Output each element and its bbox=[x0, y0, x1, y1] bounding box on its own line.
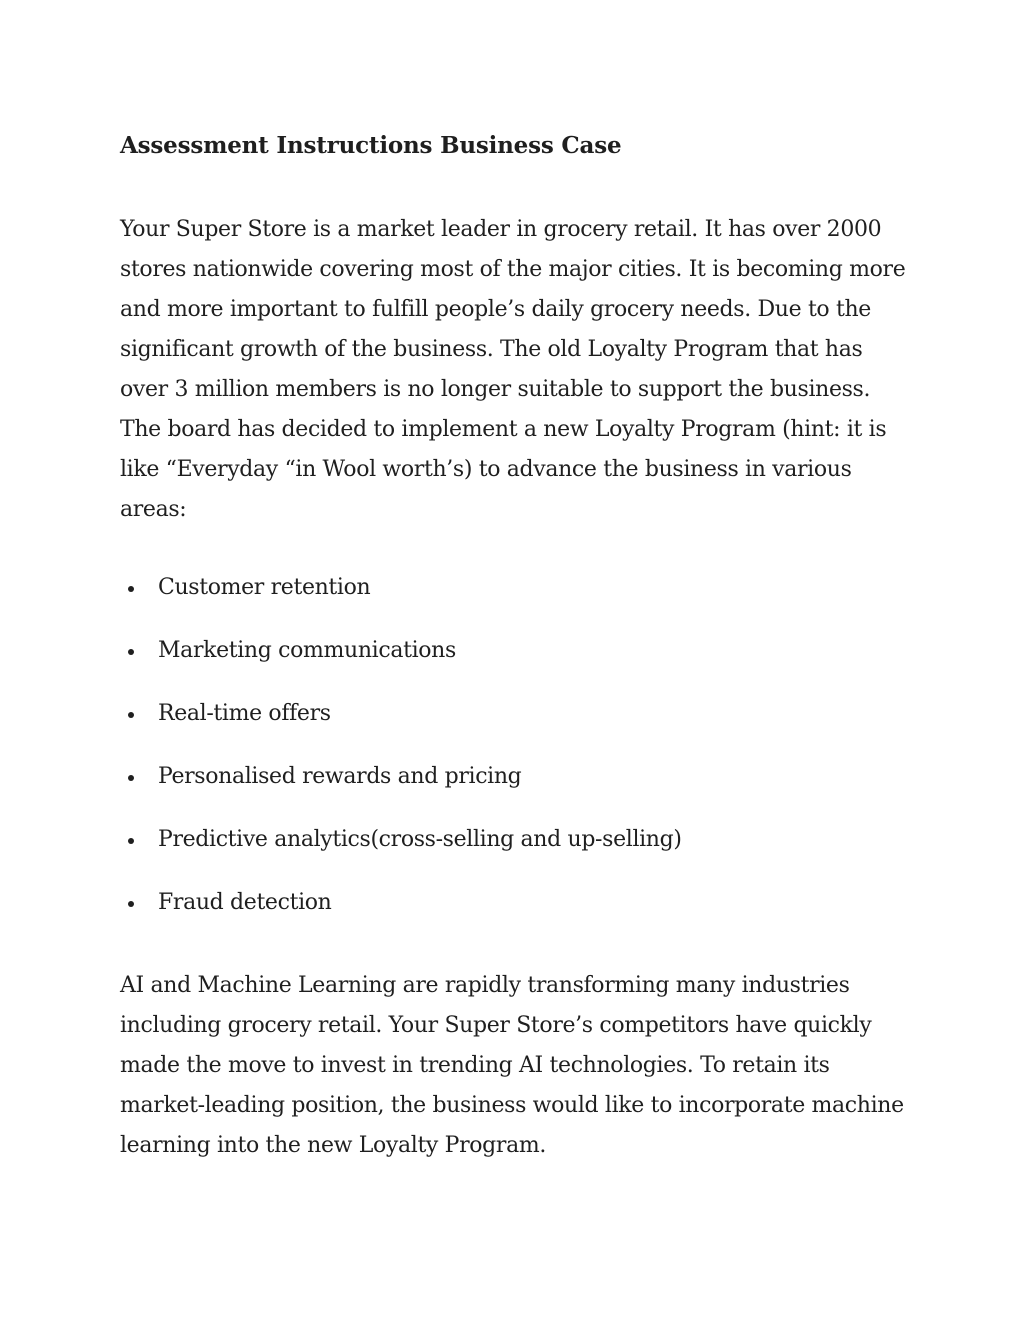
list-item bbox=[120, 568, 910, 608]
bullet-icon bbox=[128, 775, 134, 781]
list-item bbox=[120, 820, 910, 860]
business-areas-list bbox=[120, 568, 910, 923]
bullet-icon bbox=[128, 712, 134, 718]
bullet-icon bbox=[128, 901, 134, 907]
list-item-label: Customer retention bbox=[158, 575, 371, 600]
list-item-label: Predictive analytics(cross-selling and up-selling) bbox=[158, 827, 682, 852]
list-item bbox=[120, 883, 910, 923]
list-item bbox=[120, 631, 910, 671]
list-item-label: Fraud detection bbox=[158, 890, 332, 915]
bullet-icon bbox=[128, 586, 134, 592]
list-item-label: Personalised rewards and pricing bbox=[158, 764, 522, 789]
list-item bbox=[120, 757, 910, 797]
list-item bbox=[120, 694, 910, 734]
document-content bbox=[120, 128, 910, 1166]
list-item-label: Marketing communications bbox=[158, 638, 456, 663]
closing-paragraph: AI and Machine Learning are rapidly transforming many industries including grocery retail. Your Super Store’s competitors have quickly made the move to invest in trending AI technologies. To retain its market-leading position, the business would like to incorporate machine learning into the new Loyalty Program. bbox=[120, 973, 904, 1158]
document-title: Assessment Instructions Business Case bbox=[120, 132, 622, 159]
list-item-label: Real-time offers bbox=[158, 701, 331, 726]
bullet-icon bbox=[128, 838, 134, 844]
bullet-icon bbox=[128, 649, 134, 655]
intro-paragraph: Your Super Store is a market leader in grocery retail. It has over 2000 stores nationwide covering most of the major cities. It is becoming more and more important to fulfill people’s daily grocery needs. Due to the significant growth of the business. The old Loyalty Program that has over 3 million members is no longer suitable to support the business. The board has decided to implement a new Loyalty Program (hint: it is like “Everyday “in Wool worth’s) to advance the business in various areas: bbox=[120, 217, 906, 522]
